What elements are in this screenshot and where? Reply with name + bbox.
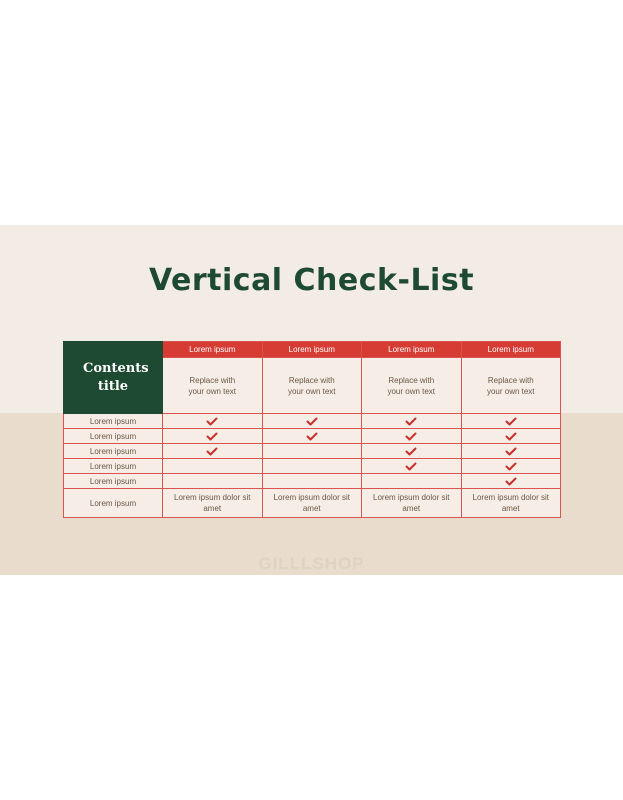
checkmark-icon — [306, 417, 318, 426]
checkmark-icon — [505, 447, 517, 456]
footer-cell: Lorem ipsum dolor sit amet — [163, 489, 263, 518]
row-label: Lorem ipsum — [64, 459, 163, 474]
row-label: Lorem ipsum — [64, 414, 163, 429]
check-cell — [461, 459, 561, 474]
watermark: GILLLSHOP — [258, 554, 365, 573]
check-cell — [461, 444, 561, 459]
check-cell — [461, 429, 561, 444]
checkmark-icon — [405, 417, 417, 426]
column-description: Replace with your own text — [362, 358, 462, 414]
table-row — [64, 444, 561, 459]
column-description: Replace with your own text — [461, 358, 561, 414]
footer-cell: Lorem ipsum dolor sit amet — [362, 489, 462, 518]
row-label: Lorem ipsum — [64, 444, 163, 459]
checkmark-icon — [206, 417, 218, 426]
corner-label: Contents title — [83, 360, 149, 394]
column-header: Lorem ipsum — [362, 342, 462, 358]
row-label: Lorem ipsum — [64, 474, 163, 489]
corner-cell — [64, 342, 163, 414]
table-row — [64, 474, 561, 489]
checkmark-icon — [206, 447, 218, 456]
column-header: Lorem ipsum — [461, 342, 561, 358]
table-row — [64, 414, 561, 429]
check-cell — [362, 414, 462, 429]
row-label: Lorem ipsum — [64, 489, 163, 518]
checkmark-icon — [505, 417, 517, 426]
table-row — [64, 459, 561, 474]
slide — [0, 225, 623, 575]
check-cell — [461, 474, 561, 489]
check-cell — [362, 459, 462, 474]
checkmark-icon — [405, 432, 417, 441]
row-label: Lorem ipsum — [64, 429, 163, 444]
check-cell — [262, 414, 362, 429]
checkmark-icon — [206, 432, 218, 441]
check-cell — [163, 474, 263, 489]
footer-row — [64, 489, 561, 518]
check-cell — [163, 459, 263, 474]
check-cell — [362, 474, 462, 489]
check-cell — [262, 459, 362, 474]
check-cell — [262, 444, 362, 459]
check-cell — [262, 474, 362, 489]
footer-cell: Lorem ipsum dolor sit amet — [461, 489, 561, 518]
check-cell — [262, 429, 362, 444]
footer-cell: Lorem ipsum dolor sit amet — [262, 489, 362, 518]
check-cell — [461, 414, 561, 429]
checkmark-icon — [505, 477, 517, 486]
check-cell — [362, 429, 462, 444]
column-header: Lorem ipsum — [163, 342, 263, 358]
column-description: Replace with your own text — [163, 358, 263, 414]
checklist-table — [63, 341, 561, 518]
checkmark-icon — [405, 447, 417, 456]
check-cell — [163, 444, 263, 459]
check-cell — [362, 444, 462, 459]
checkmark-icon — [405, 462, 417, 471]
table-row — [64, 429, 561, 444]
checkmark-icon — [505, 462, 517, 471]
checkmark-icon — [505, 432, 517, 441]
checkmark-icon — [306, 432, 318, 441]
column-header: Lorem ipsum — [262, 342, 362, 358]
check-cell — [163, 414, 263, 429]
column-description: Replace with your own text — [262, 358, 362, 414]
header-row — [64, 342, 561, 358]
slide-title: Vertical Check-List — [148, 263, 475, 298]
check-cell — [163, 429, 263, 444]
